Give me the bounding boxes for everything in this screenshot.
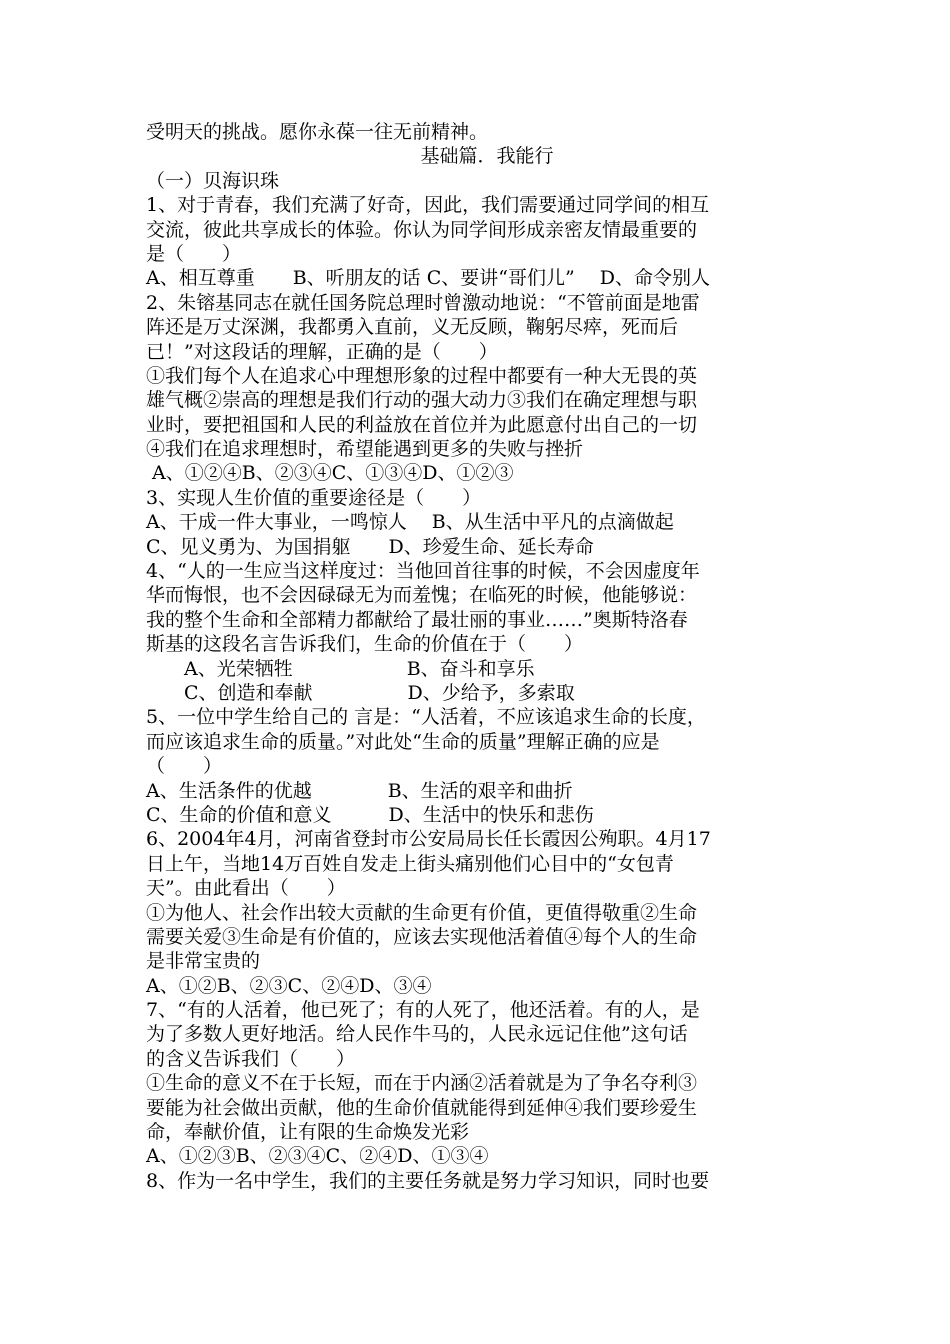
question-2-line: 2、朱镕基同志在就任国务院总理时曾激动地说：“不管前面是地雷 <box>146 291 700 314</box>
question-2-statements: 业时，要把祖国和人民的利益放在首位并为此愿意付出自己的一切 <box>146 413 698 436</box>
question-2-statements: ①我们每个人在追求心中理想形象的过程中都要有一种大无畏的英 <box>146 364 698 387</box>
question-4-line: 斯基的这段名言告诉我们，生命的价值在于（ ） <box>146 633 584 656</box>
question-6-line: 6、2004年4月，河南省登封市公安局局长任长霞因公殉职。4月17 <box>146 828 711 851</box>
question-6-line: 日上午，当地14万百姓自发走上街头痛别他们心目中的“女包青 <box>146 852 674 875</box>
section-heading: 基础篇．我能行 <box>420 145 554 168</box>
question-1-line: 是（ ） <box>146 242 242 265</box>
question-6-statements: 是非常宝贵的 <box>146 950 261 973</box>
question-5-line: （ ） <box>146 755 223 778</box>
question-2-options: A、①②④B、②③④C、①③④D、①②③ <box>146 462 514 485</box>
question-1-options: A、相互尊重 B、听朋友的话 C、要讲“哥们儿” D、命令别人 <box>146 267 710 290</box>
question-7-line: 的含义告诉我们（ ） <box>146 1047 356 1070</box>
question-6-options: A、①②B、②③C、②④D、③④ <box>146 974 432 997</box>
question-4-line: 我的整个生命和全部精力都献给了最壮丽的事业……”奥斯特洛春 <box>146 608 688 631</box>
question-2-statements: 雄气概②崇高的理想是我们行动的强大动力③我们在确定理想与职 <box>146 389 698 412</box>
question-5-line: 5、一位中学生给自己的 言是：“人活着，不应该追求生命的长度， <box>146 706 706 729</box>
question-1-line: 交流，彼此共享成长的体验。你认为同学间形成亲密友情最重要的 <box>146 218 698 241</box>
question-6-statements: 需要关爱③生命是有价值的，应该去实现他活着值④每个人的生命 <box>146 925 698 948</box>
question-3-options: A、干成一件大事业，一鸣惊人 B、从生活中平凡的点滴做起 <box>146 511 674 534</box>
text-line: 受明天的挑战。愿你永葆一往无前精神。 <box>146 121 489 143</box>
subsection-heading: （一）贝海识珠 <box>146 169 280 192</box>
question-8-line: 8、作为一名中学生，我们的主要任务就是努力学习知识，同时也要 <box>146 1169 710 1192</box>
question-7-statements: 命，奉献价值，让有限的生命焕发光彩 <box>146 1121 470 1144</box>
question-2-line: 已！”对这段话的理解，正确的是（ ） <box>146 340 498 363</box>
question-6-line: 天”。由此看出（ ） <box>146 877 346 900</box>
question-4-line: 4、“人的一生应当这样度过：当他回首往事的时候，不会因虚度年 <box>146 560 700 583</box>
question-7-statements: ①生命的意义不在于长短，而在于内涵②活着就是为了争名夺利③ <box>146 1072 698 1095</box>
question-7-statements: 要能为社会做出贡献，他的生命价值就能得到延伸④我们要珍爱生 <box>146 1096 698 1119</box>
question-5-options: C、生命的价值和意义 D、生活中的快乐和悲伤 <box>146 803 594 826</box>
question-1-line: 1、对于青春，我们充满了好奇，因此，我们需要通过同学间的相互 <box>146 194 710 217</box>
question-7-line: 为了多数人更好地活。给人民作牛马的，人民永远记住他”这句话 <box>146 1023 688 1046</box>
question-6-statements: ①为他人、社会作出较大贡献的生命更有价值，更值得敬重②生命 <box>146 901 698 924</box>
question-5-line: 而应该追求生命的质量。”对此处“生命的质量”理解正确的应是 <box>146 730 660 753</box>
question-7-line: 7、“有的人活着，他已死了；有的人死了，他还活着。有的人，是 <box>146 999 700 1022</box>
question-4-line: 华而悔恨，也不会因碌碌无为而羞愧；在临死的时候，他能够说： <box>146 584 698 607</box>
question-4-options: C、创造和奉献 D、少给予，多索取 <box>146 681 575 704</box>
question-3-options: C、见义勇为、为国捐躯 D、珍爱生命、延长寿命 <box>146 535 594 558</box>
question-7-options: A、①②③B、②③④C、②④D、①③④ <box>146 1145 489 1168</box>
question-4-options: A、光荣牺牲 B、奋斗和享乐 <box>146 657 535 680</box>
question-2-line: 阵还是万丈深渊，我都勇入直前，义无反顾，鞠躬尽瘁，死而后 <box>146 316 679 339</box>
question-2-statements: ④我们在追求理想时，希望能遇到更多的失败与挫折 <box>146 438 584 461</box>
question-3-line: 3、实现人生价值的重要途径是（ ） <box>146 486 482 509</box>
document-body <box>146 120 828 1193</box>
question-5-options: A、生活条件的优越 B、生活的艰辛和曲折 <box>146 779 573 802</box>
